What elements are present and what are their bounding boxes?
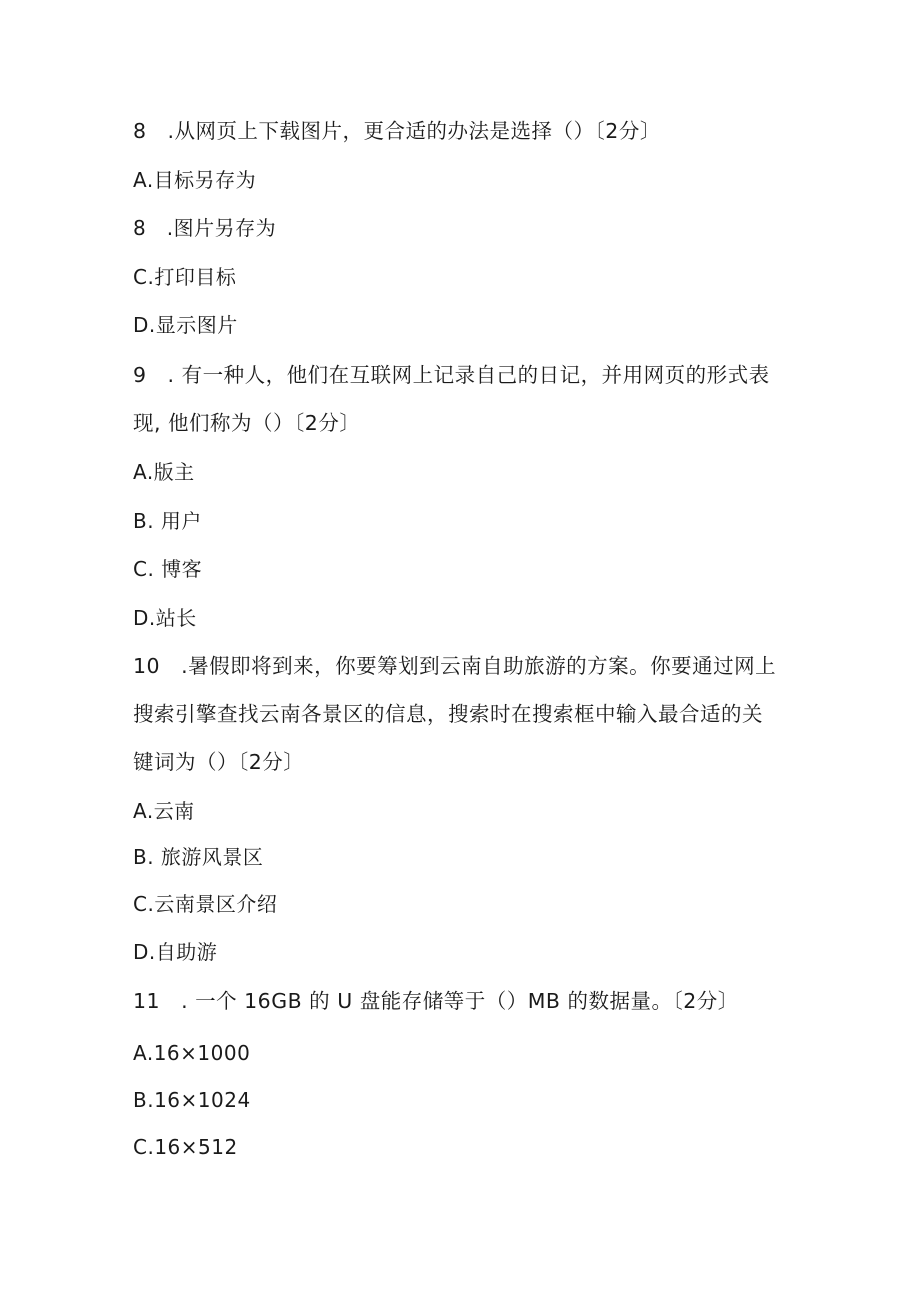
question-10-option-c: C.云南景区介绍 [133, 892, 278, 916]
question-10-text-line-2: 搜索引擎查找云南各景区的信息，搜索时在搜索框中输入最合适的关 [133, 702, 763, 726]
question-9-option-a: A.版主 [133, 460, 195, 484]
question-10-option-b: B. 旅游风景区 [133, 845, 264, 869]
question-11-text: 11 . 一个 16GB 的 U 盘能存储等于（）MB 的数据量。〔2分〕 [133, 989, 739, 1013]
question-8-option-b: 8 .图片另存为 [133, 216, 277, 240]
question-11-option-c: C.16×512 [133, 1135, 238, 1159]
question-10-text-line-1: 10 .暑假即将到来，你要筹划到云南自助旅游的方案。你要通过网上 [133, 654, 777, 678]
question-8-option-a: A.目标另存为 [133, 168, 257, 192]
question-10-text-line-3: 键词为（）〔2分〕 [133, 750, 305, 774]
question-11-option-a: A.16×1000 [133, 1041, 251, 1065]
question-8-text: 8 .从网页上下载图片，更合适的办法是选择（）〔2分〕 [133, 119, 661, 143]
question-9-option-c: C. 博客 [133, 557, 203, 581]
question-9-text-line-2: 现, 他们称为（）〔2分〕 [133, 411, 361, 435]
question-8-option-c: C.打印目标 [133, 265, 237, 289]
question-11-option-b: B.16×1024 [133, 1088, 251, 1112]
question-9-option-b: B. 用户 [133, 509, 202, 533]
question-9-option-d: D.站长 [133, 606, 197, 630]
question-8-option-d: D.显示图片 [133, 313, 238, 337]
question-9-text-line-1: 9 . 有一种人，他们在互联网上记录自己的日记，并用网页的形式表 [133, 363, 770, 387]
question-10-option-d: D.自助游 [133, 940, 218, 964]
question-10-option-a: A.云南 [133, 799, 195, 823]
